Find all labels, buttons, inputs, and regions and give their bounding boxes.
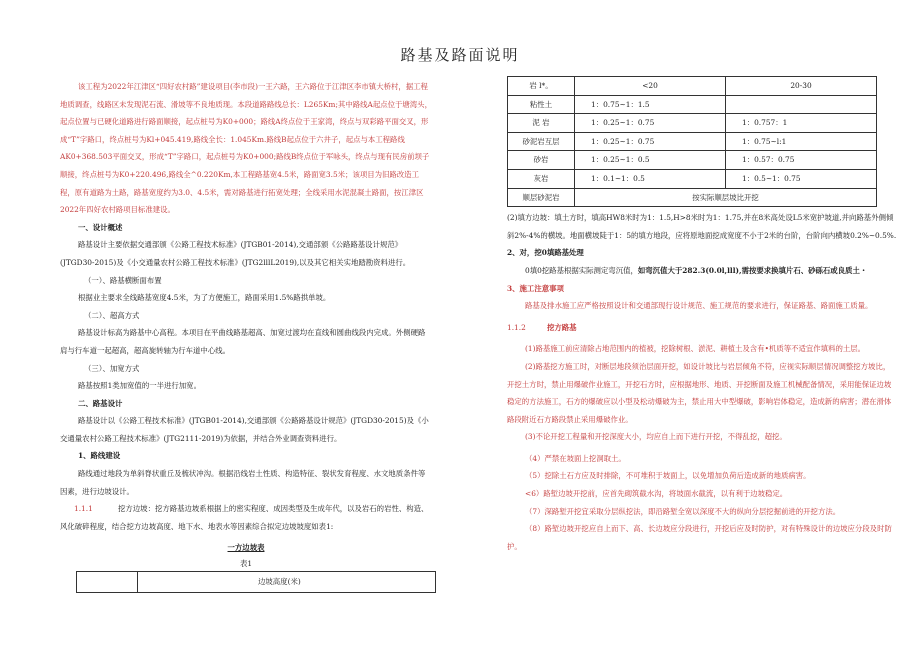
section-2-1-paragraph: 路线通过地段为单斜脊状重丘及梳状冲沟。根据沿线岩土性质、构造特征、裂状发育程度、水文地质条件等因素，进行边坡设计。 xyxy=(60,469,426,496)
subsection-2-paragraph: 路基设计标高为路基中心高程。本项目在平曲线路基超高、加宽过渡均在直线和圆曲线段内完成。外侧硬路肩与行车道一起超高，超高旋转轴为行车道中心线。 xyxy=(60,328,426,355)
section-3-heading: 3、施工注意事项 xyxy=(507,283,564,293)
table-row xyxy=(508,151,877,170)
slope-cell-20-30: 1：0.57：0.75 xyxy=(726,151,877,170)
right-column xyxy=(507,76,897,555)
section-1-paragraph: 路基设计主要依据交通部颁《公路工程技术标准》(JTGB01-2014),交通部颁《公路路基设计规范》(JTGD30-2015)及《小交通量农村公路工程技术标准》(JTG2lllL2019),以及其它相关实地踏勘资料进行。 xyxy=(60,240,411,267)
slope-table-header xyxy=(508,77,877,96)
slope-cell-lt20: 1：0.25~1：0.75 xyxy=(575,132,726,151)
list-item: (2)路基挖方施工时，对断层地段须治层面开挖，如设计坡比与岩层倾角不符，应视实际顺层情况调整挖方坡比，开挖土方时，禁止用爆破作业施工，开挖石方时，应根据地形、地质、开挖断面及施工机械配备情况，采用能保证边坡稳定的方法施工，石方的爆破应以小型及松动爆破为主，禁止用大中型爆破，影响岩体稳定，造成新的病害；潜在滑体路段附近石方路段禁止采用爆破作业。 xyxy=(507,361,892,424)
slope-cell-20-30: 1：0.5~1：0.75 xyxy=(726,169,877,188)
table-1-title: 一方边坡表 xyxy=(227,543,265,553)
list-item: <6）路堑边坡开挖前，应首先砌筑截水沟，将坡面水截流，以有利于边坡稳定。 xyxy=(525,489,788,499)
page-title: 路基及路面说明 xyxy=(400,46,520,64)
section-2-paragraph: 路基设计以《公路工程技术标准》(JTGB01-2014),交通部颁《公路路基设计规范》(JTGD30-2015)及《小交通量农村公路工程技术标准》(JTG2111-2019)为依据，并结合外业调查资料进行。 xyxy=(60,416,429,443)
table-row xyxy=(508,95,877,114)
slope-table xyxy=(507,76,877,207)
slope-cell-lt20: 1：0.75~1：1.5 xyxy=(575,95,726,114)
section-2-heading: 二、路基设计 xyxy=(78,398,123,408)
slope-cell-type: 顺层砂泥岩 xyxy=(508,188,575,207)
item-1-1-2-text: 挖方路基 xyxy=(547,322,577,332)
table-1-label: 表1 xyxy=(239,559,253,569)
table-row xyxy=(508,188,877,207)
table-row xyxy=(508,132,877,151)
list-item: （5）挖除土石方应及时排除，不可堆积于坡面上，以免增加负荷后造成新的地质病害。 xyxy=(525,471,811,481)
item-1-1-2 xyxy=(507,319,897,337)
list-item: （8）路堑边坡开挖应自上而下、高、长边坡应分段进行，开挖后应及时防护，对有特殊设计的边坡应分段及时防护。 xyxy=(507,524,892,551)
slope-header-lt20: <20 xyxy=(575,77,726,96)
subsection-3-heading: （三）、加宽方式 xyxy=(84,363,140,373)
item-1-1-1-text: 挖方边坡：挖方路基边坡系根据上的密实程度、成因类型及生成年代，以及岩石的岩性、构造、风化破碎程度，结合挖方边坡高度、地下水、地表水等因素综合拟定边坡坡度如表1: xyxy=(60,504,429,531)
table-1-header-cell: 边坡高度(米) xyxy=(138,572,436,593)
section-2-2-heading: 2、对，挖0填路基处理 xyxy=(507,248,584,258)
intro-paragraph: 该工程为2022年江津区“四好农村路”建设项目(李市段)一王六路，王六路位于江津区李市镇大桥村，据工程地质调查，线路区未发现泥石流、滑坡等不良地质现。本段道路路线总长：L265Km;其中路线A起点位于塘湾头，起点位置与已硬化道路进行路面顺接，起点桩号为K0+000；路线A终点位于王家湾，终点与双彩路平面交叉，形成“T”字路口，终点桩号为Kl+045.419,路线全长：1.045Km.路线B起点位于六井子，起点与本工程路线AK0+368.503平面交叉，形成“T”字路口，起点桩号为K0+000;路线B终点位于军咏头，终点与现有民房前坝子顺接，终点桩号为K0+220.496,路线全^0.220Km,本工程路基宽4.5米，路面宽3.5米；该项目为旧路改造工程，原有道路为土路，路基宽度约为3.0、4.5米，需对路基进行拓宽处理；全线采用水泥混凝土路面，按江津区2022年四好农村路项目标准建设。 xyxy=(60,82,432,215)
slope-cell-lt20: 1：0.25~1：0.75 xyxy=(575,114,726,133)
subsection-1-paragraph: 根据业主要求全线路基宽度4.5米，为了方便施工，路面采用1.5%路拱单坡。 xyxy=(78,293,331,303)
left-column xyxy=(60,78,432,593)
slope-cell-type: 粘性土 xyxy=(508,95,575,114)
table-row xyxy=(508,169,877,188)
slope-header-20-30: 20-30 xyxy=(726,77,877,96)
list-item: （7）深路堑开挖宜采取分层纵挖法，即沿路堑全宽以深度不大的纵向分层挖掘前进的开挖方法。 xyxy=(525,506,841,516)
list-item: (1)路基施工前应清除占地范围内的植被，挖除树根、淤泥、耕植土及含有•机质等不适宜作填料的土层。 xyxy=(525,344,866,354)
slope-header-rock: 岩 l*。 xyxy=(508,77,575,96)
item-1-1-1 xyxy=(60,500,432,535)
table-1-header xyxy=(76,571,436,593)
subsection-2-heading: （二）、超高方式 xyxy=(84,310,140,320)
section-3-paragraph: 路基及排水施工应严格按照设计和交通部现行设计规范、施工规范的要求进行，保证路基、路面施工质量。 xyxy=(525,301,873,311)
slope-cell-type: 泥 岩 xyxy=(508,114,575,133)
slope-cell-20-30: 1：0.75~l:1 xyxy=(726,132,877,151)
zero-fill-text: 0填0挖路基根据实际测定弯沉值， xyxy=(525,265,638,275)
list-item: (3)不论开挖工程量和开挖深度大小，均应自上而下进行开挖，不得乱挖，超挖。 xyxy=(525,432,787,442)
item-1-1-2-number: 1.1.2 xyxy=(507,322,526,332)
zero-fill-paragraph xyxy=(507,262,897,280)
slope-cell-lt20: 1：0.25~1：0.5 xyxy=(575,151,726,170)
list-item: （4）严禁在坡面上挖洞取土。 xyxy=(525,453,626,463)
slope-cell-20-30 xyxy=(726,95,877,114)
zero-fill-bold-text: 如弯沉值大于282.3(0.0l,lll),需按要求换填片石、砂砾石或良质土・ xyxy=(637,265,868,275)
slope-cell-type: 砂泥岩互层 xyxy=(508,132,575,151)
slope-cell-lt20: 1：0.1~1：0.5 xyxy=(575,169,726,188)
slope-cell-merged: 按实际顺层坡比开挖 xyxy=(575,188,877,207)
slope-cell-type: 砂岩 xyxy=(508,151,575,170)
section-1-heading: 一、设计概述 xyxy=(78,222,123,232)
subsection-3-paragraph: 路基按照1类加宽值的一半进行加宽。 xyxy=(78,381,201,391)
item-1-1-1-number: 1.1.1 xyxy=(74,504,93,514)
table-row xyxy=(508,114,877,133)
fill-slope-paragraph: (2)填方边坡：填土方时，填高HW8米时为1：1.5,H>8米时为1：1.75,并在8米高处设L5米宽护坡道,并向路基外侧倾斜2%-4%的横坡。地面横坡陡于1：5的填方地段，应将原地面挖成宽度不小于2米的台阶，台阶向内横坡0.2%~0.5%. xyxy=(507,213,897,240)
slope-cell-20-30: 1：0.757：1 xyxy=(726,114,877,133)
section-2-1-heading: 1、路线建设 xyxy=(78,451,121,461)
subsection-1-heading: （一）、路基横断面布置 xyxy=(84,275,162,285)
slope-cell-type: 灰岩 xyxy=(508,169,575,188)
